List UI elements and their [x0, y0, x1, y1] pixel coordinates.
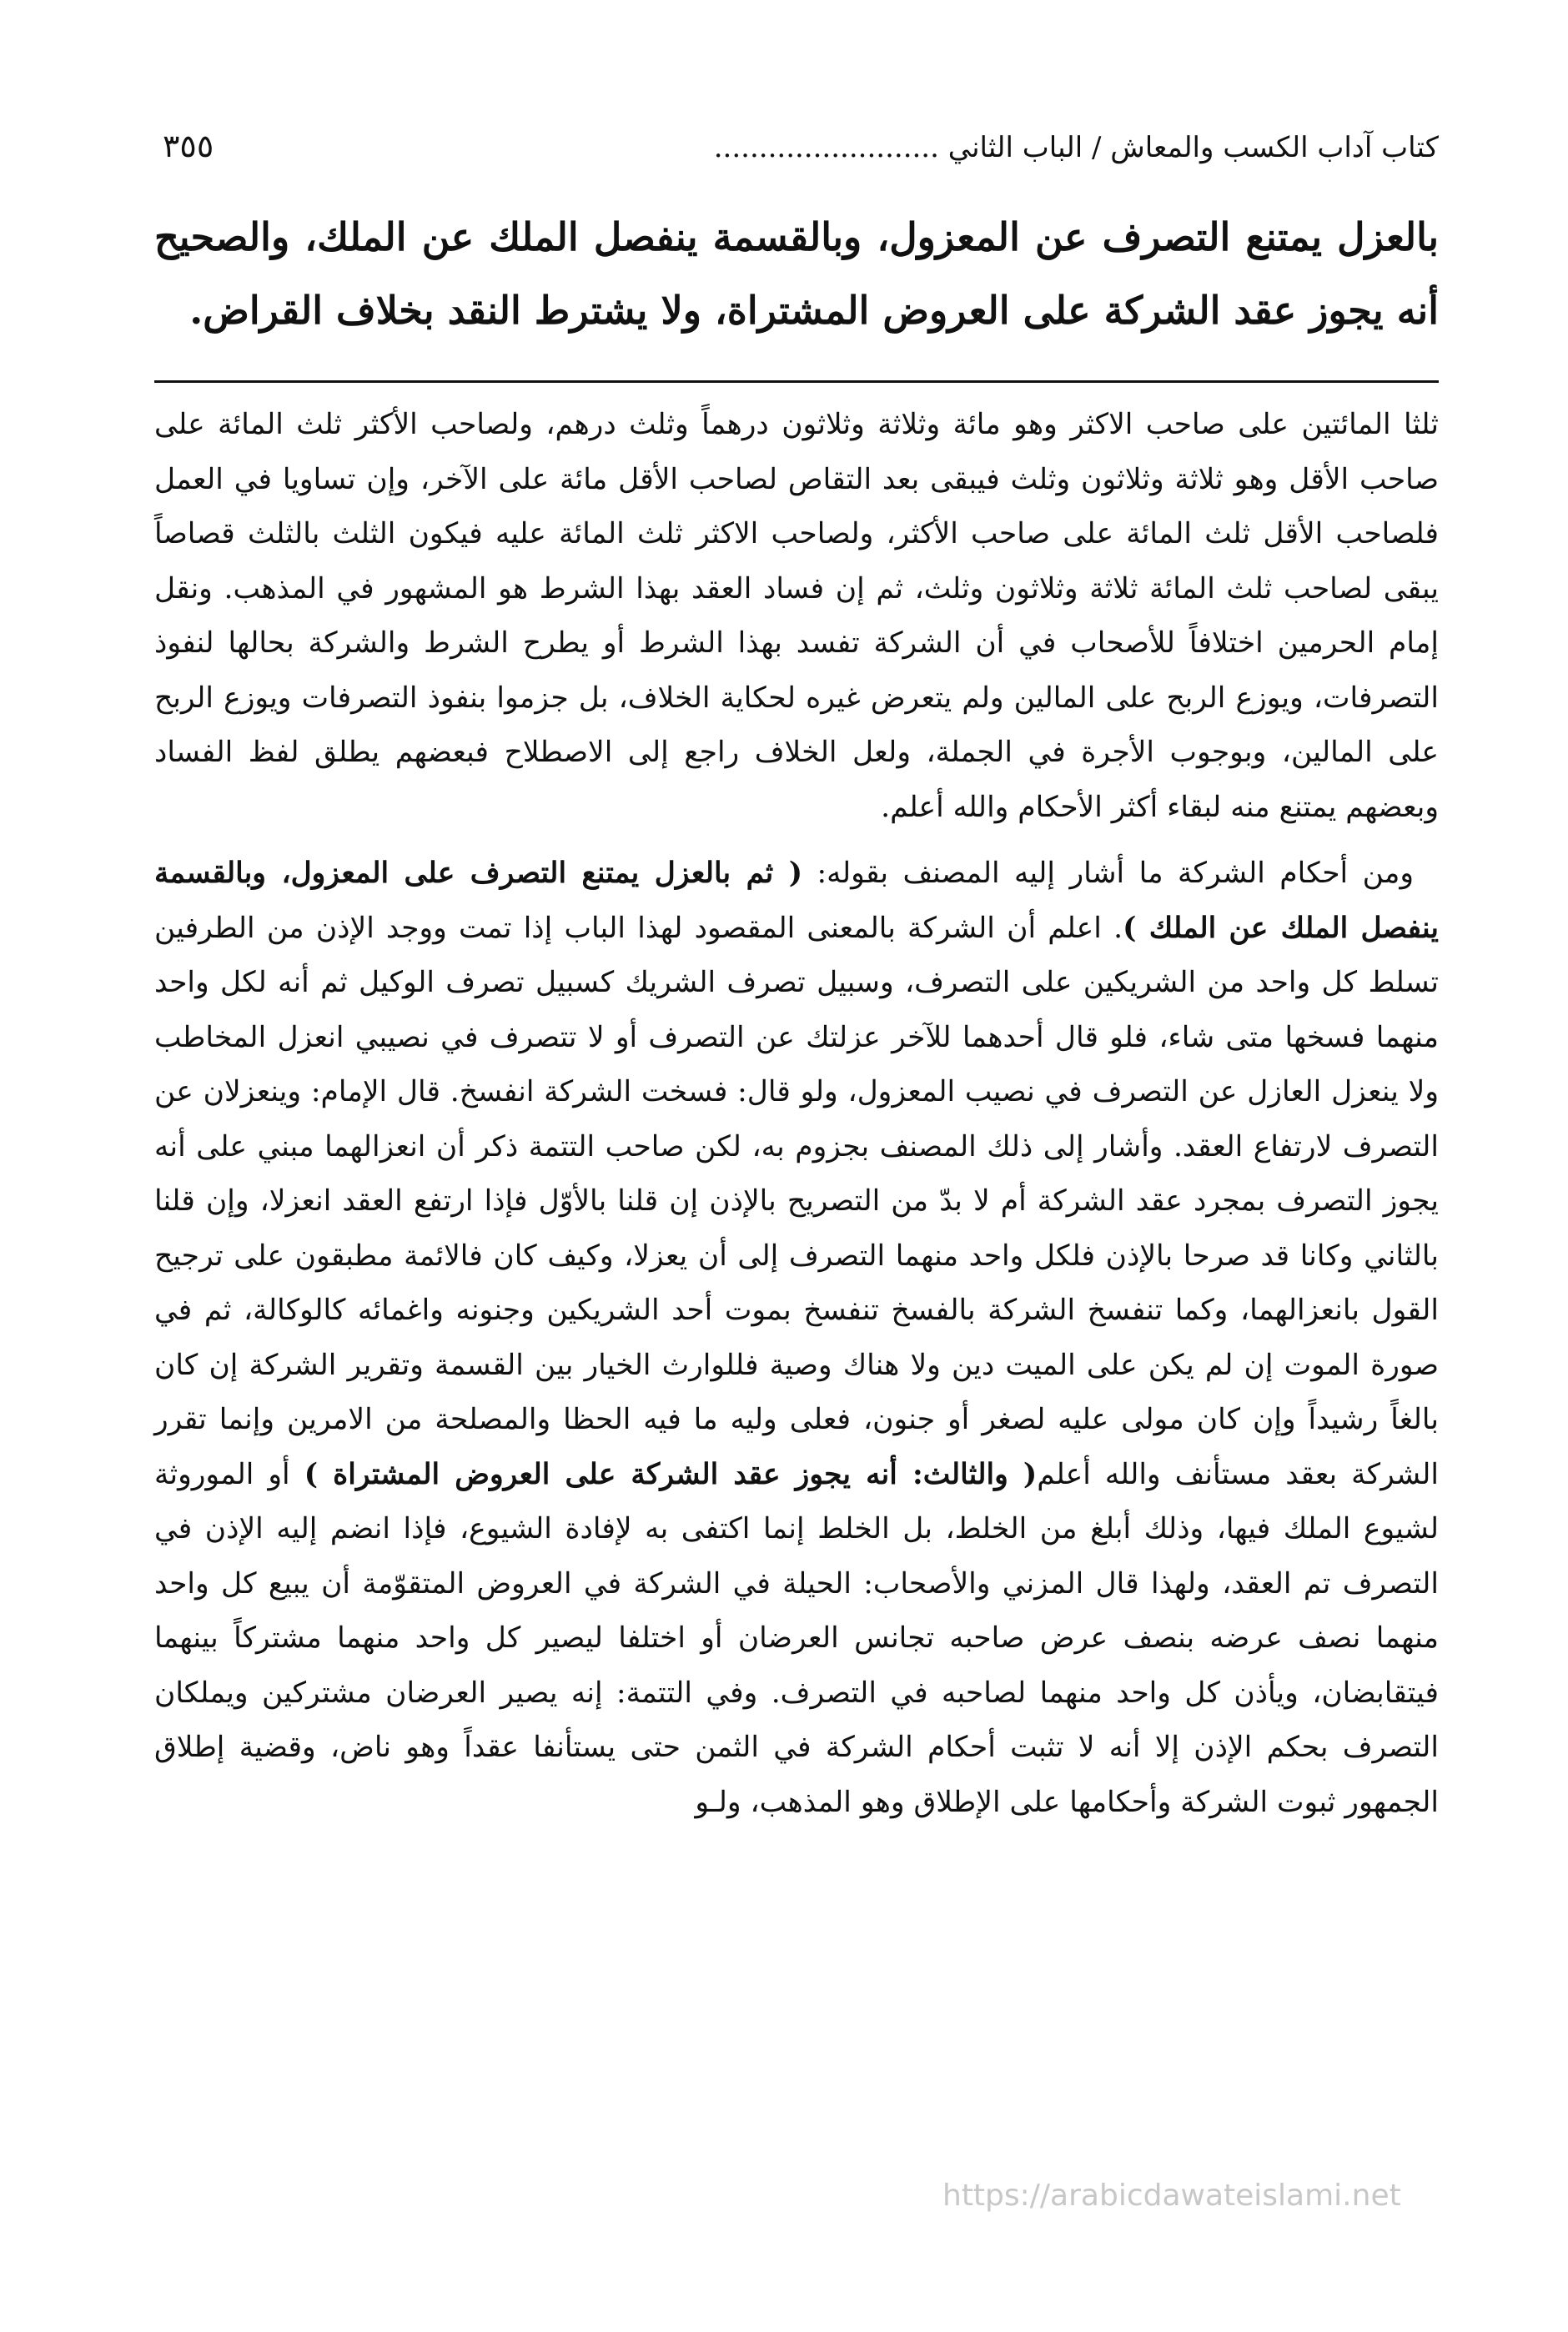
watermark-url: https://arabicdawateislami.net — [942, 2179, 1401, 2213]
commentary-paragraph-2 — [154, 847, 1439, 1830]
paragraph-2-intro: ومن أحكام الشركة ما أشار إليه المصنف بقوله: — [802, 857, 1415, 890]
book-page — [154, 117, 1439, 2302]
running-title: كتاب آداب الكسب والمعاش / الباب الثاني ......................... — [713, 131, 1439, 164]
quoted-main-text-2: ( والثالث: أنه يجوز عقد الشركة على العروض المشتراة ) — [304, 1457, 1038, 1491]
commentary — [154, 398, 1439, 1830]
quoted-main-text-1: ( ثم بالعزل يمتنع التصرف على المعزول، وبالقسمة ينفصل الملك عن الملك ) — [154, 857, 1440, 945]
footnote-divider — [154, 380, 1439, 383]
commentary-paragraph-1: ثلثا المائتين على صاحب الاكثر وهو مائة وثلاثة وثلاثون درهماً وثلث درهم، ولصاحب الأكثر ثلث المائة على صاحب الأقل وهو ثلاثة وثلاثون وثلث فيبقى بعد التقاص لصاحب الأقل مائة على الآخر، وإن تساويا في العمل فلصاحب الأقل ثلث المائة على صاحب الأكثر، ولصاحب الاكثر ثلث المائة عليه فيكون الثلث بالثلث قصاصاً يبقى لصاحب ثلث المائة ثلاثة وثلاثون وثلث، ثم إن فساد العقد بهذا الشرط هو المشهور في المذهب. ونقل إمام الحرمين اختلافاً للأصحاب في أن الشركة تفسد بهذا الشرط أو يطرح الشرط والشركة بحالها لنفوذ التصرفات، ويوزع الربح على المالين ولم يتعرض غيره لحكاية الخلاف، بل جزموا بنفوذ التصرفات ويوزع الربح على المالين، وبوجوب الأجرة في الجملة، ولعل الخلاف راجع إلى الاصطلاح فبعضهم يطلق لفظ الفساد وبعضهم يمتنع منه لبقاء أكثر الأحكام والله أعلم. — [154, 408, 1439, 824]
page-number: ٣٥٥ — [163, 128, 214, 164]
main-text: بالعزل يمتنع التصرف عن المعزول، وبالقسمة ينفصل الملك عن الملك، والصحيح أنه يجوز عقد الشركة على العروض المشتراة، ولا يشترط النقد بخلاف القراض. — [154, 214, 1439, 333]
running-header — [154, 117, 1439, 175]
paragraph-2-body: . اعلم أن الشركة بالمعنى المقصود لهذا الباب إذا تمت ووجد الإذن من الطرفين تسلط كل واحد من الشريكين على التصرف، وسبيل تصرف الشريك كسبيل تصرف الوكيل ثم أنه لكل واحد منهما فسخها متى شاء، فلو قال أحدهما للآخر عزلتك عن التصرف أو لا تتصرف في نصيبي انعزل المخاطب ولا ينعزل العازل عن التصرف في نصيب المعزول، ولو قال: فسخت الشركة انفسخ. قال الإمام: وينعزلان عن التصرف لارتفاع العقد. وأشار إلى ذلك المصنف بجزوم به، لكن صاحب التتمة ذكر أن انعزالهما مبني على أنه يجوز التصرف بمجرد عقد الشركة أم لا بدّ من التصريح بالإذن إن قلنا بالأوّل فإذا ارتفع العقد انعزلا، وإن قلنا بالثاني وكانا قد صرحا بالإذن فلكل واحد منهما التصرف إلى أن يعزلا، وكيف كان فالائمة مطبقون على ترجيح القول بانعزالهما، وكما تنفسخ الشركة بالفسخ تنفسخ بموت أحد الشريكين وجنونه واغمائه كالوكالة، ثم في صورة الموت إن لم يكن على الميت دين ولا هناك وصية فللوارث الخيار بين القسمة وتقرير الشركة إن كان بالغاً رشيداً وإن كان مولى عليه لصغر أو جنون، فعلى وليه ما فيه الحظا والمصلحة من الامرين وإنما تقرر الشركة بعقد مستأنف والله أعلم — [154, 911, 1439, 1491]
paragraph-3-body: أو الموروثة لشيوع الملك فيها، وذلك أبلغ من الخلط، بل الخلط إنما اكتفى به لإفادة الشيوع، فإذا انضم إليه الإذن في التصرف تم العقد، ولهذا قال المزني والأصحاب: الحيلة في الشركة في العروض المتقوّمة أن يبيع كل واحد منهما نصف عرضه بنصف عرض صاحبه تجانس العرضان أو اختلفا ليصير كل واحد منهما مشتركاً بينهما فيتقابضان، ويأذن كل واحد منهما لصاحبه في التصرف. وفي التتمة: إنه يصير العرضان مشتركين ويملكان التصرف بحكم الإذن إلا أنه لا تثبت أحكام الشركة في الثمن حتى يستأنفا عقداً وهو ناض، وقضية إطلاق الجمهور ثبوت الشركة وأحكامها على الإطلاق وهو المذهب، ولـو — [154, 1457, 1439, 1819]
